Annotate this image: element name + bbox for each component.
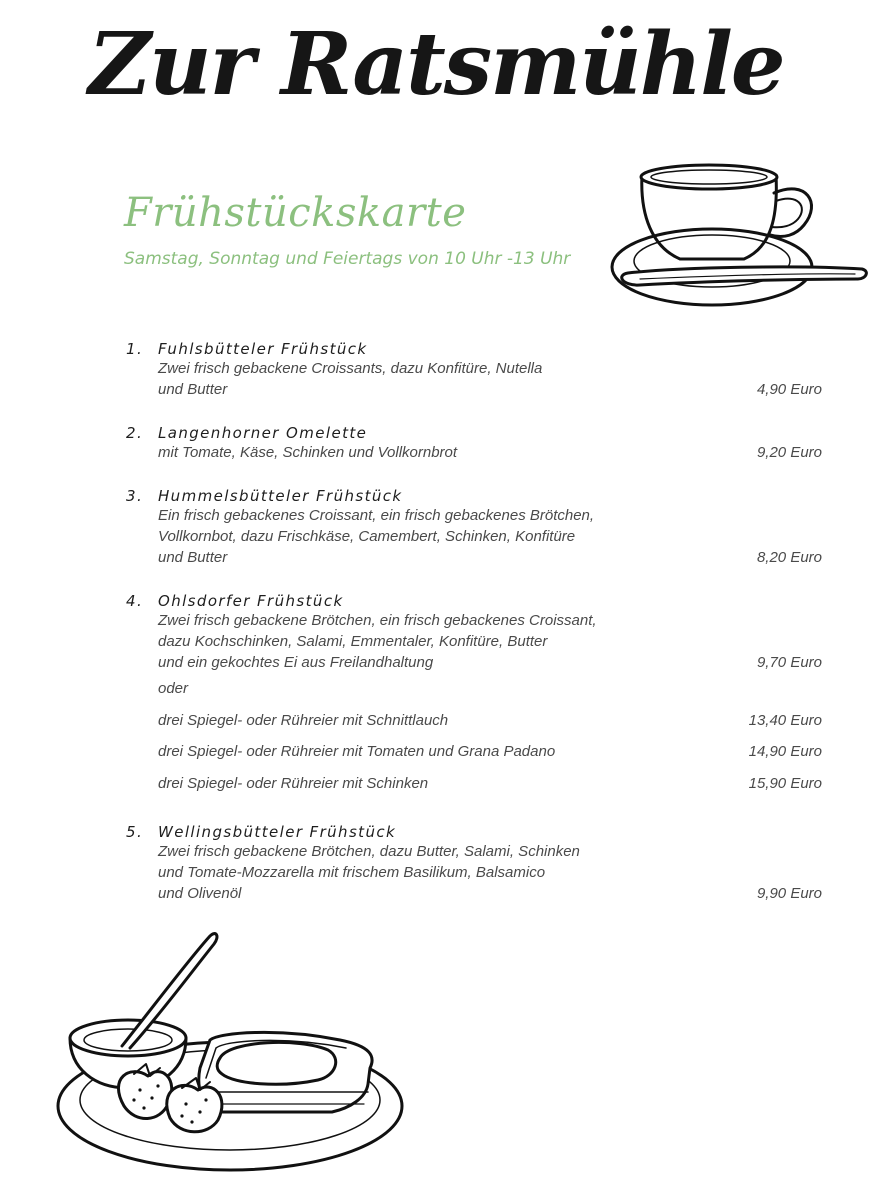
item-description: Zwei frisch gebackene Brötchen, dazu Butter, Salami, Schinken (158, 843, 580, 860)
item-description: Zwei frisch gebackene Croissants, dazu Konfitüre, Nutella (158, 360, 543, 377)
item-price: 9,70 Euro (756, 654, 822, 671)
item-price: 9,20 Euro (756, 444, 822, 461)
coffee-cup-icon (600, 155, 870, 315)
item-name: Wellingsbütteler Frühstück (158, 823, 397, 841)
item-description: Zwei frisch gebackene Brötchen, ein frisch gebackenes Croissant, (158, 612, 597, 629)
menu-item (126, 588, 826, 799)
item-price: 8,20 Euro (756, 549, 822, 566)
item-name: Fuhlsbütteler Frühstück (158, 340, 368, 358)
menu-item (126, 819, 826, 904)
item-name: Ohlsdorfer Frühstück (158, 592, 344, 610)
item-number: 4. (126, 592, 144, 610)
item-number: 3. (126, 487, 144, 505)
item-price: 4,90 Euro (756, 381, 822, 398)
menu-item (126, 420, 826, 463)
option-price: 14,90 Euro (748, 743, 822, 761)
item-number: 5. (126, 823, 144, 841)
item-price: 9,90 Euro (756, 885, 822, 902)
item-description: und Olivenöl (158, 885, 242, 902)
menu-item (126, 483, 826, 568)
option-price: 13,40 Euro (748, 711, 822, 729)
option-description: drei Spiegel- oder Rühreier mit Tomaten und Grana Padano (158, 743, 556, 761)
option-price: 15,90 Euro (748, 774, 822, 792)
restaurant-logo: Zur Ratsmühle (88, 14, 784, 115)
breakfast-plate-icon (50, 928, 410, 1178)
breakfast-menu (126, 336, 826, 924)
item-description: mit Tomate, Käse, Schinken und Vollkornbrot (158, 444, 458, 461)
or-label: oder (158, 680, 189, 698)
menu-card-title: Frühstückskarte (124, 190, 467, 236)
item-description: und ein gekochtes Ei aus Freilandhaltung (158, 654, 434, 671)
item-number: 2. (126, 424, 144, 442)
item-description: und Tomate-Mozzarella mit frischem Basilikum, Balsamico (158, 864, 546, 881)
option-description: drei Spiegel- oder Rühreier mit Schnittlauch (158, 711, 449, 729)
item-description: und Butter (158, 549, 228, 566)
item-description: und Butter (158, 381, 228, 398)
item-number: 1. (126, 340, 144, 358)
item-description: Ein frisch gebackenes Croissant, ein frisch gebackenes Brötchen, (158, 507, 595, 524)
item-name: Langenhorner Omelette (158, 424, 368, 442)
item-description: Vollkornbot, dazu Frischkäse, Camembert, Schinken, Konfitüre (158, 528, 576, 545)
item-name: Hummelsbütteler Frühstück (158, 487, 403, 505)
item-description: dazu Kochschinken, Salami, Emmentaler, Konfitüre, Butter (158, 633, 548, 650)
opening-hours-subtitle: Samstag, Sonntag und Feiertags von 10 Uhr -13 Uhr (124, 249, 571, 269)
menu-item (126, 336, 826, 400)
option-description: drei Spiegel- oder Rühreier mit Schinken (158, 774, 429, 792)
